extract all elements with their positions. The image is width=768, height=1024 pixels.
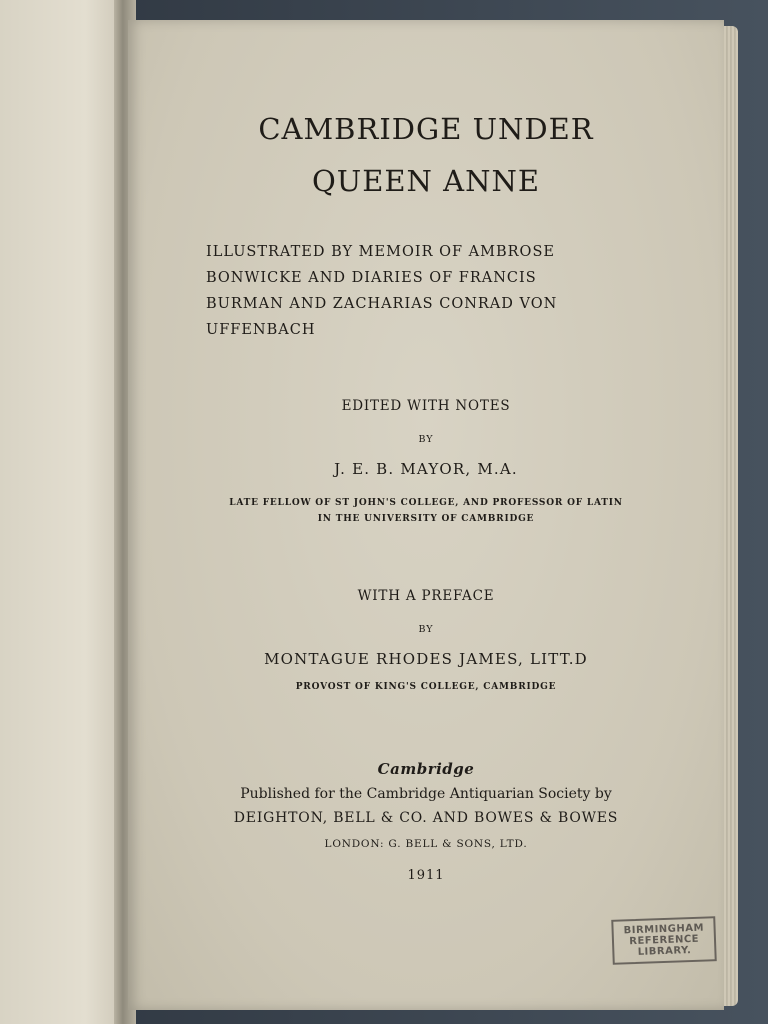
subtitle-line-2: BONWICKE AND DIARIES OF FRANCIS [206, 270, 537, 286]
editor-by: BY [418, 434, 434, 445]
subtitle-line-4: UFFENBACH [206, 322, 316, 338]
edited-with-notes: EDITED WITH NOTES [341, 398, 511, 414]
imprint-place: Cambridge [377, 760, 475, 778]
editor-affiliation-line-2: IN THE UNIVERSITY OF CAMBRIDGE [317, 514, 535, 524]
stamp-line-3: LIBRARY. [637, 945, 692, 958]
publishers-line: DEIGHTON, BELL & CO. AND BOWES & BOWES [233, 810, 619, 826]
title-line-1: CAMBRIDGE UNDER [258, 112, 594, 146]
library-stamp [611, 916, 717, 965]
editor-affiliation-line-1: LATE FELLOW OF ST JOHN'S COLLEGE, AND PROFESSOR OF LATIN [229, 498, 623, 508]
editor-name: J. E. B. MAYOR, M.A. [334, 460, 518, 478]
subtitle-line-3: BURMAN AND ZACHARIAS CONRAD VON [206, 296, 558, 312]
stamp-line-2: REFERENCE [628, 933, 699, 948]
with-a-preface: WITH A PREFACE [357, 588, 495, 604]
title-line-2: QUEEN ANNE [311, 164, 540, 198]
preface-author-name: MONTAGUE RHODES JAMES, LITT.D [264, 650, 588, 668]
london-publisher-line: LONDON: G. BELL & SONS, LTD. [324, 838, 528, 850]
stamp-line-1: BIRMINGHAM [623, 922, 704, 937]
preface-author-affiliation: PROVOST OF KING'S COLLEGE, CAMBRIDGE [295, 682, 557, 692]
published-for-line: Published for the Cambridge Antiquarian Society by [240, 786, 612, 802]
title-page [128, 20, 724, 1010]
preface-by: BY [418, 624, 434, 635]
publication-year: 1911 [407, 868, 445, 883]
left-page [0, 0, 122, 1024]
subtitle-line-1: ILLUSTRATED BY MEMOIR OF AMBROSE [206, 244, 555, 260]
